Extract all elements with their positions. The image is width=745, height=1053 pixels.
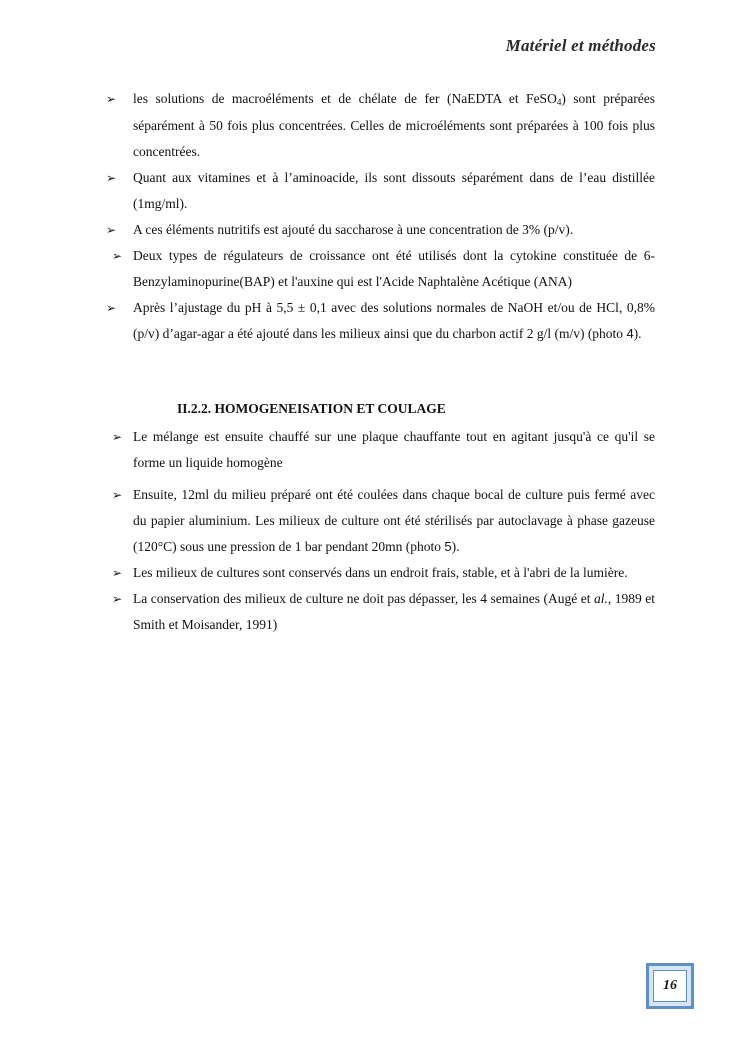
casting-list <box>0 482 745 638</box>
list-item: ➢ Quant aux vitamines et à l’aminoacide, ils sont dissouts séparément dans de l’eau distillée (1mg/ml). <box>0 165 655 217</box>
arrow-bullet-icon: ➢ <box>106 171 117 185</box>
arrow-bullet-icon: ➢ <box>112 249 123 263</box>
arrow-bullet-icon: ➢ <box>106 301 117 315</box>
list-item: ➢ Le mélange est ensuite chauffé sur une plaque chauffante tout en agitant jusqu'à ce qu'il se forme un liquide homogène <box>0 424 655 476</box>
section-heading: II.2.2. HOMOGENEISATION ET COULAGE <box>177 401 446 416</box>
arrow-bullet-icon: ➢ <box>112 566 123 580</box>
arrow-bullet-icon: ➢ <box>106 92 117 106</box>
list-item: ➢ La conservation des milieux de culture ne doit pas dépasser, les 4 semaines (Augé et al., 1989 et Smith et Moisander, 1991) <box>0 586 655 638</box>
arrow-bullet-icon: ➢ <box>112 488 123 502</box>
homogenisation-list <box>0 424 745 476</box>
arrow-bullet-icon: ➢ <box>112 430 123 444</box>
list-item: ➢ A ces éléments nutritifs est ajouté du saccharose à une concentration de 3% (p/v). <box>0 217 655 243</box>
page-number-box <box>646 963 694 1009</box>
arrow-bullet-icon: ➢ <box>112 592 123 606</box>
page-number: 16 <box>653 970 687 1002</box>
list-item: ➢ Les milieux de cultures sont conservés dans un endroit frais, stable, et à l'abri de la lumière. <box>0 560 655 586</box>
list-item: ➢ Après l’ajustage du pH à 5,5 ± 0,1 avec des solutions normales de NaOH et/ou de HCl, 0,8% (p/v) d’agar-agar a été ajouté dans les milieux ainsi que du charbon actif 2 g/l (m/v) (photo 4). <box>0 295 655 347</box>
list-item: ➢ Ensuite, 12ml du milieu préparé ont été coulées dans chaque bocal de culture puis fermé avec du papier aluminium. Les milieux de culture ont été stérilisés par autoclavage à phase gazeuse (120°C) sous une pression de 1 bar pendant 20mn (photo 5). <box>0 482 655 560</box>
materials-list <box>0 86 745 347</box>
list-item: ➢ Deux types de régulateurs de croissance ont été utilisés dont la cytokine constituée de 6-Benzylaminopurine(BAP) et l'auxine qui est l'Acide Naphtalène Acétique (ANA) <box>0 243 655 295</box>
list-item: ➢ les solutions de macroéléments et de chélate de fer (NaEDTA et FeSO4) sont préparées séparément à 50 fois plus concentrées. Celles de microéléments sont préparées à 100 fois plus concentrées. <box>0 86 655 165</box>
page-header-title: Matériel et méthodes <box>505 36 656 55</box>
arrow-bullet-icon: ➢ <box>106 223 117 237</box>
